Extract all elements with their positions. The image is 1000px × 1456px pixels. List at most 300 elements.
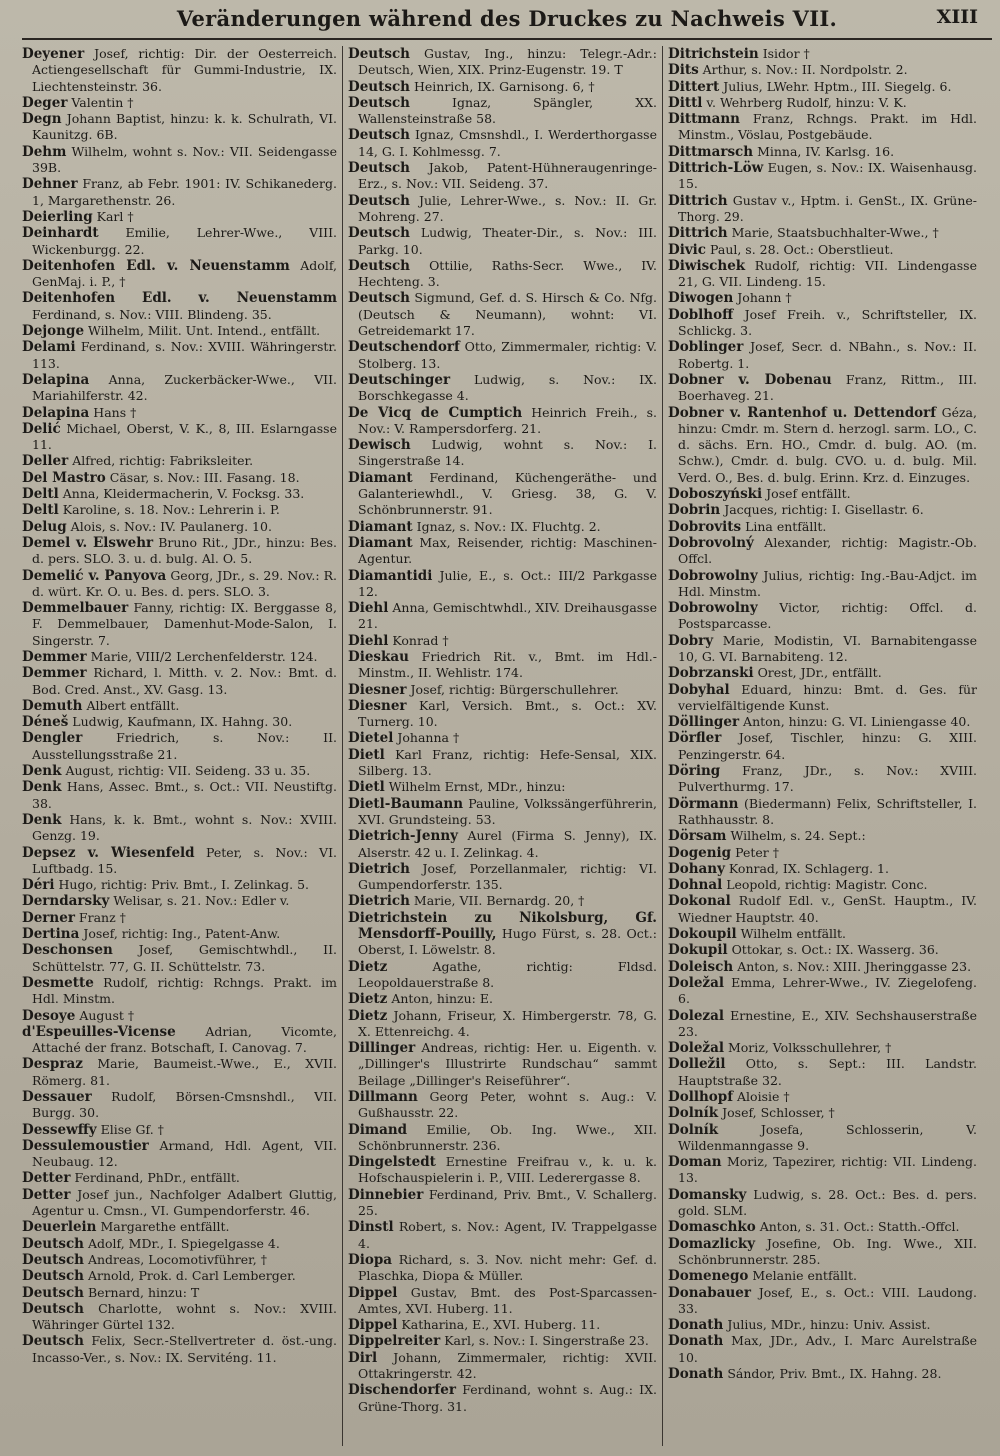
entry-details: Heinrich, IX. Garnisong. 6, † [413, 78, 595, 94]
entry-details: Anna, Zuckerbäcker-Wwe., VII. Mariahilferstr. 42. [32, 371, 337, 404]
entry-surname: Dobrovits [668, 518, 742, 535]
entry-surname: Donath [668, 1333, 724, 1350]
directory-entry [668, 730, 977, 763]
directory-entry [22, 258, 337, 291]
entry-surname: Diesner [348, 681, 407, 698]
directory-entry [348, 796, 657, 829]
entry-details: Aurel (Firma S. Jenny), IX. Alserstr. 42 u. I. Zelinkag. 4. [358, 828, 657, 860]
entry-details: August, richtig: VII. Seideng. 33 u. 35. [65, 763, 311, 779]
directory-entry [348, 649, 657, 682]
directory-entry [348, 568, 657, 601]
directory-entry [668, 535, 977, 568]
directory-entry [668, 225, 977, 241]
entry-surname: Dobrowolny [668, 567, 758, 584]
page-header [22, 4, 992, 40]
directory-entry [668, 600, 977, 633]
directory-entry [22, 502, 337, 518]
entry-surname: Dits [668, 62, 699, 79]
directory-entry [348, 1040, 657, 1089]
entry-surname: Dewisch [348, 437, 411, 454]
directory-entry [22, 910, 337, 926]
entry-details: Richard, l. Mitth. v. 2. Nov.: Bmt. d. Bod. Cred. Anst., XV. Gasg. 13. [32, 665, 337, 697]
directory-entry [22, 339, 337, 372]
entry-details: Anton, s. 31. Oct.: Statth.-Offcl. [759, 1219, 960, 1235]
entry-surname: Döllinger [668, 714, 740, 731]
directory-entry [22, 535, 337, 568]
directory-entry [22, 730, 337, 763]
directory-entry [22, 893, 337, 909]
directory-entry [668, 46, 977, 62]
directory-entry [668, 877, 977, 893]
entry-details: Peter † [735, 844, 779, 860]
directory-entry [348, 682, 657, 698]
entry-details: Friedrich Rit. v., Bmt. im Hdl.-Minstm., II. Wehlistr. 174. [358, 648, 657, 681]
entry-surname: Deutsch [348, 46, 410, 62]
entry-details: Anton, hinzu: G. VI. Liniengasse 40. [743, 714, 971, 730]
entry-details: Gustav, Bmt. des Post-Sparcassen-Amtes, XVI. Huberg. 11. [358, 1284, 657, 1316]
directory-entry [668, 845, 977, 861]
entry-surname: Diwischek [668, 257, 746, 274]
entry-surname: Denk [22, 763, 62, 780]
directory-entry [22, 421, 337, 454]
entry-details: Ferdinand, wohnt s. Aug.: IX. Grüne-Thorg. 31. [358, 1382, 657, 1414]
entry-surname: Dinstl [348, 1219, 394, 1236]
entry-surname: Dinnebier [348, 1186, 424, 1203]
entry-details: Leopold, richtig: Magistr. Conc. [726, 877, 928, 893]
directory-entry [22, 1138, 337, 1171]
directory-entry [348, 730, 657, 746]
entry-details: Karoline, s. 18. Nov.: Lehrerin i. P. [62, 502, 280, 518]
directory-entry [348, 893, 657, 909]
entry-surname: Dohany [668, 860, 725, 877]
directory-entry [22, 1008, 337, 1024]
entry-surname: Demel v. Elswehr [22, 534, 154, 551]
entry-surname: Dobrzanski [668, 665, 754, 682]
entry-details: Marie, VIII/2 Lerchenfelderstr. 124. [90, 648, 318, 664]
entry-surname: Dolník [668, 1121, 719, 1138]
entry-details: Josef, richtig: Dir. der Oesterreich. Actiengesellschaft für Gummi-Industrie, IX. Liechtensteinstr. 36. [32, 46, 337, 94]
entry-details: Marie, Staatsbuchhalter-Wwe., † [731, 225, 939, 241]
directory-entry [348, 290, 657, 339]
directory-entry [348, 372, 657, 405]
entry-surname: Döring [668, 763, 721, 780]
entry-surname: Donath [668, 1366, 724, 1383]
entry-details: v. Wehrberg Rudolf, hinzu: V. K. [706, 94, 907, 110]
column-right [662, 46, 982, 1446]
entry-surname: Doblinger [668, 339, 744, 356]
entry-surname: Despraz [22, 1056, 83, 1073]
entry-surname: Dischendorfer [348, 1382, 456, 1399]
entry-surname: Dobrovolný [668, 534, 754, 551]
directory-entry [668, 568, 977, 601]
directory-entry [668, 1219, 977, 1235]
entry-details: Jakob, Patent-Hühneraugenringe-Erz., s. Nov.: VII. Seideng. 37. [358, 160, 657, 192]
entry-details: Anton, hinzu: E. [391, 991, 493, 1007]
entry-surname: d'Espeuilles-Vicense [22, 1023, 176, 1040]
directory-entry [22, 1170, 337, 1186]
entry-details: Anton, s. Nov.: XIII. Jheringgasse 23. [737, 958, 972, 974]
directory-entry [22, 1285, 337, 1301]
entry-surname: Derndarsky [22, 893, 110, 910]
entry-details: Otto, Zimmermaler, richtig: V. Stolberg. 13. [358, 339, 658, 371]
directory-entry [668, 942, 977, 958]
entry-details: Hugo Fürst, s. 28. Oct.: Oberst, I. Löwelstr. 8. [358, 926, 657, 958]
entry-surname: Dietl-Baumann [348, 795, 464, 812]
entry-details: Orest, JDr., entfällt. [757, 665, 882, 681]
directory-entry [348, 519, 657, 535]
entry-surname: Deger [22, 94, 68, 111]
directory-entry [348, 46, 657, 79]
directory-entry [22, 1301, 337, 1334]
entry-details: Arnold, Prok. d. Carl Lemberger. [87, 1268, 296, 1284]
directory-entry [348, 1008, 657, 1041]
entry-surname: Deutsch [22, 1300, 84, 1317]
entry-surname: Dippel [348, 1317, 398, 1334]
directory-entry [668, 405, 977, 486]
entry-surname: Dietel [348, 730, 394, 747]
directory-entry [22, 1056, 337, 1089]
directory-entry [348, 1089, 657, 1122]
directory-entry [668, 1333, 977, 1366]
entry-surname: Deuerlein [22, 1219, 97, 1236]
directory-entry [348, 959, 657, 992]
entry-surname: Dobrin [668, 502, 721, 519]
directory-entry [22, 46, 337, 95]
entry-details: Anna, Gemischtwhdl., XIV. Dreihausgasse 21. [358, 600, 657, 632]
directory-entry [348, 160, 657, 193]
entry-surname: Dippelreiter [348, 1333, 441, 1350]
entry-details: Aloisie † [737, 1089, 790, 1104]
entry-surname: Dittmann [668, 111, 740, 128]
entry-details: Margarethe entfällt. [100, 1219, 230, 1235]
entry-surname: Deutsch [22, 1235, 84, 1252]
entry-surname: Dietl [348, 746, 385, 763]
directory-entry [348, 910, 657, 959]
directory-entry [348, 437, 657, 470]
entry-surname: Domansky [668, 1186, 747, 1203]
directory-entry [348, 779, 657, 795]
entry-surname: Deschonsen [22, 942, 113, 959]
entry-surname: Déneš [22, 714, 69, 731]
entry-details: Wilhelm, s. 24. Sept.: [730, 828, 866, 844]
directory-entry [348, 1285, 657, 1318]
entry-surname: Dietrichstein zu Nikolsburg, Gf. Mensdorff-Pouilly, [348, 909, 657, 943]
entry-details: Rudolf Edl. v., GenSt. Hauptm., IV. Wiedner Hauptstr. 40. [678, 893, 977, 925]
entry-surname: Dietl [348, 779, 385, 796]
entry-surname: Dobner v. Rantenhof u. Dettendorf [668, 404, 937, 421]
entry-details: Sigmund, Gef. d. S. Hirsch & Co. Nfg. (Deutsch & Neumann), wohnt: VI. Getreidemarkt 17. [358, 290, 657, 339]
directory-entry [348, 1317, 657, 1333]
directory-entry [668, 1040, 977, 1056]
entry-details: Valentin † [71, 94, 134, 110]
directory-entry [668, 959, 977, 975]
entry-surname: Depsez v. Wiesenfeld [22, 844, 195, 861]
entry-details: Katharina, E., XVI. Huberg. 11. [401, 1317, 601, 1333]
directory-entry [348, 405, 657, 438]
entry-surname: Dietrich-Jenny [348, 828, 458, 845]
entry-surname: Deutsch [348, 192, 410, 209]
entry-surname: Demelić v. Panyova [22, 567, 167, 584]
entry-details: Josef, Schlosser, † [722, 1105, 835, 1121]
entry-details: Georg Peter, wohnt s. Aug.: V. Gußhausstr. 22. [358, 1089, 657, 1121]
directory-entry [22, 779, 337, 812]
directory-entry [348, 828, 657, 861]
entry-details: Adolf, MDr., I. Spiegelgasse 4. [87, 1235, 280, 1251]
directory-entry [22, 519, 337, 535]
entry-surname: Dörsam [668, 828, 727, 845]
entry-details: Paul, s. 28. Oct.: Oberstlieut. [710, 241, 894, 257]
entry-surname: Dessewffy [22, 1121, 97, 1138]
entry-surname: Doležal [668, 1040, 724, 1057]
entry-details: Marie, Baumeist.-Wwe., E., XVII. Römerg. 81. [32, 1056, 337, 1088]
directory-entry [668, 1317, 977, 1333]
directory-entry [22, 111, 337, 144]
directory-entry [348, 1350, 657, 1383]
entry-surname: Dietz [348, 991, 388, 1008]
entry-surname: Dittrich [668, 192, 728, 209]
entry-details: Rudolf, richtig: Rchngs. Prakt. im Hdl. Minstm. [32, 974, 337, 1007]
entry-surname: Diamant [348, 534, 413, 551]
entry-surname: Degn [22, 111, 62, 128]
directory-entry [668, 339, 977, 372]
entry-surname: Dobner v. Dobenau [668, 371, 832, 388]
entry-surname: Dolník [668, 1105, 719, 1122]
entry-surname: Dogenig [668, 844, 732, 861]
directory-entry [668, 307, 977, 340]
directory-entry [22, 225, 337, 258]
entry-surname: Deutsch [22, 1333, 84, 1350]
entry-details: Wilhelm entfällt. [740, 926, 847, 942]
directory-entry [22, 1252, 337, 1268]
entry-details: Julius, richtig: Ing.-Bau-Adjct. im Hdl. Minstm. [678, 567, 977, 599]
entry-surname: Dittmarsch [668, 143, 754, 160]
entry-details: Konrad † [392, 632, 449, 648]
directory-entry [348, 1122, 657, 1155]
entry-details: Heinrich Freih., s. Nov.: V. Rampersdorferg. 21. [358, 404, 657, 436]
entry-details: Eugen, s. Nov.: IX. Waisenhausg. 15. [678, 160, 977, 192]
entry-details: Bernard, hinzu: T [87, 1284, 200, 1300]
entry-surname: Deutsch [348, 78, 410, 95]
entry-details: Josef, Secr. d. NBahn., s. Nov.: II. Robertg. 1. [678, 339, 977, 371]
entry-surname: Dohnal [668, 877, 723, 894]
entry-details: Ludwig, s. 28. Oct.: Bes. d. pers. gold. SLM. [678, 1186, 977, 1219]
directory-entry [668, 1122, 977, 1155]
entry-details: Konrad, IX. Schlagerg. 1. [728, 860, 889, 876]
entry-surname: Dengler [22, 730, 83, 747]
directory-entry [348, 991, 657, 1007]
entry-details: Josef Freih. v., Schriftsteller, IX. Schlickg. 3. [678, 306, 977, 339]
entry-details: Hans, k. k. Bmt., wohnt s. Nov.: XVIII. Genzg. 19. [32, 811, 337, 844]
directory-entry [348, 861, 657, 894]
entry-surname: Derner [22, 909, 75, 926]
entry-surname: Desoye [22, 1007, 76, 1024]
directory-entry [22, 1236, 337, 1252]
entry-details: Peter, s. Nov.: VI. Luftbadg. 15. [32, 844, 337, 876]
directory-entry [22, 1187, 337, 1220]
directory-entry [22, 144, 337, 177]
entry-surname: Diopa [348, 1251, 393, 1268]
directory-entry [22, 926, 337, 942]
entry-surname: Dittrich-Löw [668, 160, 764, 177]
directory-entry [22, 1219, 337, 1235]
entry-details: Moriz, Volksschullehrer, † [727, 1040, 892, 1056]
entry-details: Isidor † [762, 46, 810, 61]
entry-details: Josef entfällt. [766, 486, 851, 502]
entry-surname: Deller [22, 453, 69, 470]
entry-surname: Dertina [22, 926, 80, 943]
directory-entry [668, 828, 977, 844]
directory-entry [668, 665, 977, 681]
entry-details: Adolf, GenMaj. i. P., † [32, 257, 337, 290]
entry-surname: Donath [668, 1317, 724, 1334]
entry-details: Karl, s. Nov.: I. Singerstraße 23. [444, 1333, 649, 1349]
entry-details: Cäsar, s. Nov.: III. Fasang. 18. [109, 469, 300, 485]
entry-surname: Dolležil [668, 1056, 726, 1073]
entry-details: Ferdinand, Küchengeräthe- und Galanteriewhdl., V. Griesg. 38, G. V. Schönbrunnerstr. 91. [358, 469, 657, 518]
directory-entry [348, 1219, 657, 1252]
directory-entry [668, 519, 977, 535]
entry-details: Julie, Lehrer-Wwe., s. Nov.: II. Gr. Mohreng. 27. [358, 192, 657, 224]
entry-details: Marie, VII. Bernardg. 20, † [413, 893, 585, 909]
directory-entry [22, 1024, 337, 1057]
entry-surname: Deutsch [22, 1268, 84, 1285]
entry-details: Ludwig, wohnt s. Nov.: I. Singerstraße 14. [358, 437, 657, 469]
directory-entry [348, 698, 657, 731]
directory-entry [668, 242, 977, 258]
directory-entry [22, 453, 337, 469]
directory-entry [22, 405, 337, 421]
entry-surname: Dokupil [668, 942, 728, 959]
entry-details: Anna, Kleidermacherin, V. Focksg. 33. [62, 486, 305, 502]
directory-entry [348, 747, 657, 780]
entry-details: Karl Franz, richtig: Hefe-Sensal, XIX. Silberg. 13. [358, 746, 657, 779]
entry-surname: Deutschendorf [348, 339, 460, 356]
entry-surname: Donabauer [668, 1284, 751, 1301]
directory-entry [22, 812, 337, 845]
directory-entry [348, 258, 657, 291]
entry-surname: Dingelstedt [348, 1154, 436, 1171]
directory-entry [348, 127, 657, 160]
entry-details: Johanna † [397, 730, 460, 746]
entry-surname: Doleisch [668, 958, 734, 975]
entry-details: Michael, Oberst, V. K., 8, III. Eslarngasse 11. [32, 420, 337, 453]
entry-details: Felix, Secr.-Stellvertreter d. öst.-ung. Incasso-Ver., s. Nov.: IX. Serviténg. 11. [32, 1333, 337, 1365]
column-middle [342, 46, 662, 1446]
entry-surname: Dietrich [348, 893, 410, 910]
entry-details: Ernestine Freifrau v., k. u. k. Hofschauspielerin i. P., VIII. Lederergasse 8. [358, 1154, 657, 1186]
entry-details: Robert, s. Nov.: Agent, IV. Trappelgasse 4. [358, 1219, 657, 1251]
entry-surname: Dittrich [668, 225, 728, 242]
directory-entry [668, 1236, 977, 1269]
page-title: Veränderungen während des Druckes zu Nachweis VII. [176, 6, 838, 31]
entry-details: Andreas, Locomotivführer, † [87, 1251, 267, 1267]
entry-details: Karl, Versich. Bmt., s. Oct.: XV. Turnerg. 10. [358, 697, 657, 730]
directory-entry [22, 470, 337, 486]
entry-surname: Delić [22, 420, 61, 437]
entry-details: Ludwig, Kaufmann, IX. Hahng. 30. [72, 714, 293, 730]
entry-details: Johann Baptist, hinzu: k. k. Schulrath, VI. Kaunitzg. 6B. [32, 111, 338, 143]
entry-details: Minna, IV. Karlsg. 16. [757, 143, 895, 159]
entry-details: Victor, richtig: Offcl. d. Postsparcasse. [678, 600, 977, 632]
entry-details: Josefine, Ob. Ing. Wwe., XII. Schönbrunnerstr. 285. [678, 1235, 977, 1267]
entry-surname: Detter [22, 1186, 71, 1203]
directory-entry [668, 372, 977, 405]
entry-details: Franz † [78, 909, 126, 925]
entry-details: Richard, s. 3. Nov. nicht mehr: Gef. d. Plaschka, Diopa & Müller. [358, 1251, 657, 1284]
entry-surname: Dobrowolny [668, 600, 758, 617]
directory-entry [22, 568, 337, 601]
entry-details: Max, JDr., Adv., I. Marc Aurelstraße 10. [678, 1333, 977, 1365]
entry-details: Marie, Modistin, VI. Barnabitengasse 10, G. VI. Barnabiteng. 12. [678, 632, 977, 664]
entry-surname: Denk [22, 779, 62, 796]
entry-details: Elise Gf. † [100, 1121, 164, 1137]
entry-details: Josef, richtig: Bürgerschullehrer. [410, 681, 619, 697]
entry-surname: Denk [22, 811, 62, 828]
text-columns [22, 46, 992, 1446]
entry-surname: Detter [22, 1170, 71, 1187]
directory-entry [668, 1105, 977, 1121]
directory-entry [668, 79, 977, 95]
entry-details: Julie, E., s. Oct.: III/2 Parkgasse 12. [358, 567, 657, 599]
directory-entry [668, 111, 977, 144]
entry-details: Josef, E., s. Oct.: VIII. Laudong. 33. [678, 1284, 977, 1316]
column-left [22, 46, 342, 1446]
entry-details: Franz, JDr., s. Nov.: XVIII. Pulverthurmg. 17. [678, 763, 978, 795]
entry-surname: Dillinger [348, 1040, 416, 1057]
entry-surname: Deutsch [348, 94, 410, 111]
entry-details: Jacques, richtig: I. Gisellastr. 6. [724, 502, 924, 518]
directory-entry [668, 1187, 977, 1220]
entry-surname: Deutschinger [348, 371, 451, 388]
entry-details: Ignaz, Spängler, XX. Wallensteinstraße 58. [358, 94, 657, 127]
entry-details: Ignaz, s. Nov.: IX. Fluchtg. 2. [416, 518, 601, 534]
entry-details: Pauline, Volkssängerführerin, XVI. Grundsteing. 53. [358, 795, 657, 827]
entry-surname: Demmer [22, 665, 87, 682]
directory-entry [22, 209, 337, 225]
entry-surname: Dokonal [668, 893, 731, 910]
entry-surname: Doman [668, 1154, 722, 1171]
entry-surname: Deierling [22, 208, 93, 225]
entry-surname: Dillmann [348, 1089, 418, 1105]
entry-details: Emma, Lehrer-Wwe., IV. Ziegelofeng. 6. [678, 974, 977, 1007]
directory-entry [22, 1122, 337, 1138]
directory-entry [22, 600, 337, 649]
entry-surname: Dörmann [668, 795, 739, 812]
directory-entry [668, 763, 977, 796]
directory-entry [22, 95, 337, 111]
entry-details: Josef, Gemischtwhdl., II. Schüttelstr. 77, G. II. Schüttelstr. 73. [32, 942, 337, 974]
entry-details: Adrian, Vicomte, Attaché der franz. Botschaft, I. Canovag. 7. [32, 1023, 337, 1056]
entry-surname: Dollhopf [668, 1089, 734, 1105]
entry-surname: Dehm [22, 143, 67, 160]
entry-surname: Delami [22, 339, 76, 356]
directory-entry [668, 926, 977, 942]
directory-entry [348, 1252, 657, 1285]
entry-surname: Doležal [668, 974, 724, 991]
entry-surname: Dobyhal [668, 681, 730, 698]
entry-surname: Dokoupil [668, 926, 737, 943]
entry-details: Emilie, Ob. Ing. Wwe., XII. Schönbrunnerstr. 236. [358, 1121, 657, 1153]
directory-entry [348, 633, 657, 649]
entry-details: Wilhelm, Milit. Unt. Intend., entfällt. [88, 323, 321, 339]
directory-entry [348, 1333, 657, 1349]
entry-surname: Divic [668, 241, 707, 258]
entry-details: Franz, ab Febr. 1901: IV. Schikanederg. 1, Margarethenstr. 26. [32, 176, 337, 208]
directory-entry [348, 535, 657, 568]
entry-details: Johann, Zimmermaler, richtig: XVII. Ottakringerstr. 42. [358, 1349, 657, 1382]
directory-entry [668, 502, 977, 518]
directory-entry [668, 796, 977, 829]
